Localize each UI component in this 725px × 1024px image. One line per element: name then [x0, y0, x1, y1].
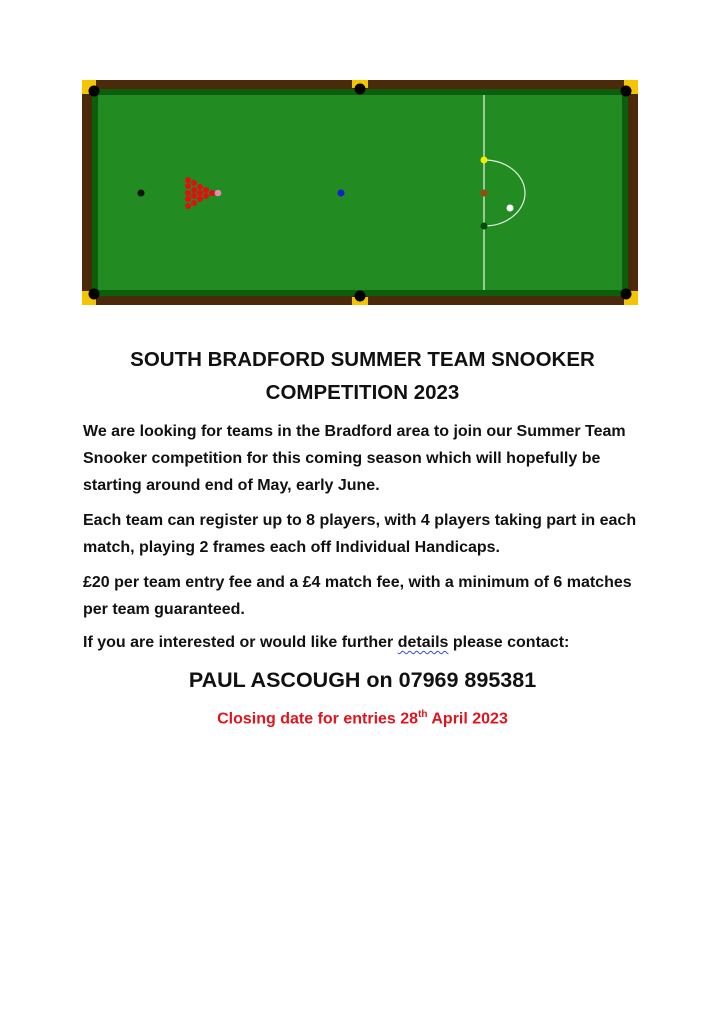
- closing-text: Closing date for entries 28: [217, 710, 419, 728]
- snooker-table-image: [82, 80, 638, 305]
- black-ball: [138, 190, 145, 197]
- spellcheck-word-details: details: [397, 634, 449, 651]
- yellow-ball: [481, 157, 488, 164]
- blue-ball: [338, 190, 345, 197]
- closing-date: [0, 709, 725, 728]
- brown-ball: [481, 190, 488, 197]
- fees-paragraph: £20 per team entry fee and a £4 match fee, with a minimum of 6 matches per team guaranteed.: [83, 574, 632, 618]
- pink-ball: [215, 190, 222, 197]
- contact-text-after: please contact:: [448, 634, 570, 651]
- contact-text-before: If you are interested or would like further: [83, 634, 398, 651]
- closing-month-year: April 2023: [427, 710, 508, 728]
- title-line-2: COMPETITION 2023: [265, 381, 460, 404]
- intro-paragraph: We are looking for teams in the Bradford area to join our Summer Team Snooker competition for this coming season which will hopefully be starting around end of May, early June.: [83, 423, 626, 494]
- closing-ordinal: th: [418, 709, 428, 720]
- cue-ball: [507, 205, 514, 212]
- players-paragraph: Each team can register up to 8 players, with 4 players taking part in each match, playing 2 frames each off Individual Handicaps.: [83, 512, 637, 556]
- table-felt: [98, 95, 622, 290]
- contact-name-phone: PAUL ASCOUGH on 07969 895381: [188, 668, 537, 692]
- green-ball: [481, 223, 488, 230]
- page-title: [0, 343, 725, 409]
- contact-paragraph: [83, 629, 648, 656]
- title-line-1: SOUTH BRADFORD SUMMER TEAM SNOOKER: [130, 348, 595, 371]
